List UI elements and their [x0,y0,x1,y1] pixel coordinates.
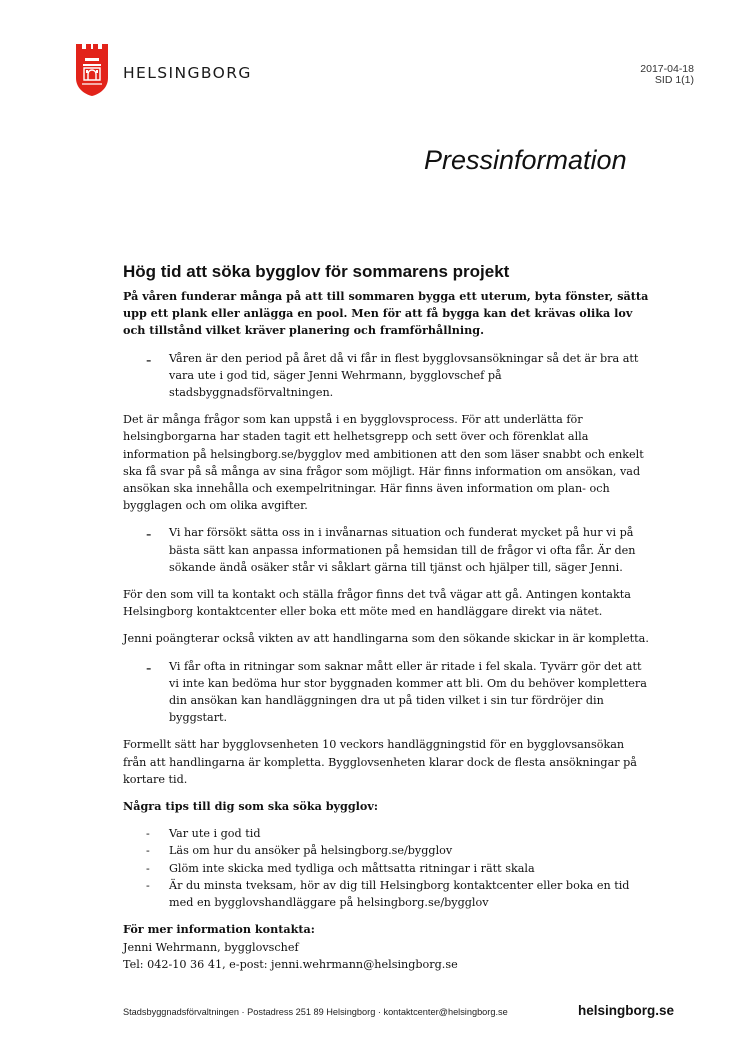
contact-phone-email: Tel: 042-10 36 41, e-post: jenni.wehrmann@helsingborg.se [123,957,458,971]
lead-paragraph: På våren funderar många på att till sommaren bygga ett uterum, byta fönster, sätta upp ett plank eller anlägga en pool. Men för att få bygga kan det krävas olika lov och tillstånd vilket kräver planering och framförhållning. [123,289,649,338]
list-item [123,877,651,911]
quote-text: Vi får ofta in ritningar som saknar mått eller är ritade i fel skala. Tyvärr gör det att vi inte kan bedöma hur stor byggnaden kommer att bli. Om du behöver komplettera din ansökan kan handläggningen dra ut på tiden vilket i sin tur fördröjer din byggstart. [169,659,647,725]
dash-bullet: - [146,827,150,841]
tips-heading: Några tips till dig som ska söka bygglov: [123,799,379,814]
dash-bullet: - [146,349,152,369]
document-type: Pressinformation [424,145,627,175]
brand-name: HELSINGBORG [123,64,252,82]
footer-address: Stadsbyggnadsförvaltningen · Postadress 251 89 Helsingborg · kontaktcenter@helsingborg.se [123,1007,508,1017]
contact-name: Jenni Wehrmann, bygglovschef [123,940,299,954]
headline: Hög tid att söka bygglov för sommarens projekt [123,262,510,281]
list-item [123,860,651,877]
tip-text: Var ute i god tid [169,827,261,841]
dash-bullet: - [146,878,150,892]
press-release-body [123,262,651,973]
footer-website-link[interactable]: helsingborg.se [577,1003,674,1018]
dash-bullet: - [146,657,152,677]
quote-1 [123,350,651,402]
list-item [123,825,651,842]
tip-text: Glöm inte skicka med tydliga och måttsatta ritningar i rätt skala [169,861,535,875]
page-number: SID 1(1) [654,74,694,86]
document-meta [640,64,694,86]
body-paragraph-4: Formellt sätt har bygglovsenheten 10 veckors handläggningstid för en bygglovsansökan från att handlingarna är kompletta. Bygglovsenheten klarar dock de flesta ansökningar på kortare tid. [123,738,637,786]
dash-bullet: - [146,861,150,875]
tips-list [123,825,651,911]
contact-block [123,921,651,973]
contact-heading: För mer information kontakta: [123,922,315,937]
quote-2 [123,524,651,576]
dash-bullet: - [146,844,150,858]
quote-text: Våren är den period på året då vi får in flest bygglovsansökningar så det är bra att vara ute i god tid, säger Jenni Wehrmann, bygglovschef på stadsbyggnadsförvaltningen. [169,351,639,400]
list-item [123,842,651,859]
document-date: 2017-04-18 [640,63,694,75]
quote-text: Vi har försökt sätta oss in i invånarnas situation och funderat mycket på hur vi på bästa sätt kan anpassa informationen på hemsidan till de frågor vi ofta får. Är den sökande ändå osäker står vi såklart gärna till tjänst och hjälper till, säger Jenni. [169,526,636,574]
body-paragraph-1: Det är många frågor som kan uppstå i en bygglovsprocess. För att underlätta för helsingborgarna har staden tagit ett helhetsgrepp och sett över och förenklat alla information på helsingborg.se/bygglov med ambitionen att den som läser snabbt och enkelt ska få svar på så många av sina frågor som möjligt. Här finns information om ansökan, vad ansökan ska innehålla och exempelritningar. Här finns även information om plan- och bygglagen och om olika avgifter. [123,413,644,513]
tip-text: Läs om hur du ansöker på helsingborg.se/bygglov [169,844,453,858]
dash-bullet: - [146,524,152,544]
tip-text: Är du minsta tveksam, hör av dig till Helsingborg kontaktcenter eller boka en tid med en bygglovshandläggare på helsingborg.se/bygglov [169,878,630,910]
helsingborg-crest-logo [74,42,110,98]
body-paragraph-3: Jenni poängterar också vikten av att handlingarna som den sökande skickar in är kompletta. [123,632,649,646]
quote-3 [123,658,651,727]
body-paragraph-2: För den som vill ta kontakt och ställa frågor finns det två vägar att gå. Antingen kontakta Helsingborg kontaktcenter eller boka ett möte med en handläggare direkt via nätet. [123,588,631,619]
